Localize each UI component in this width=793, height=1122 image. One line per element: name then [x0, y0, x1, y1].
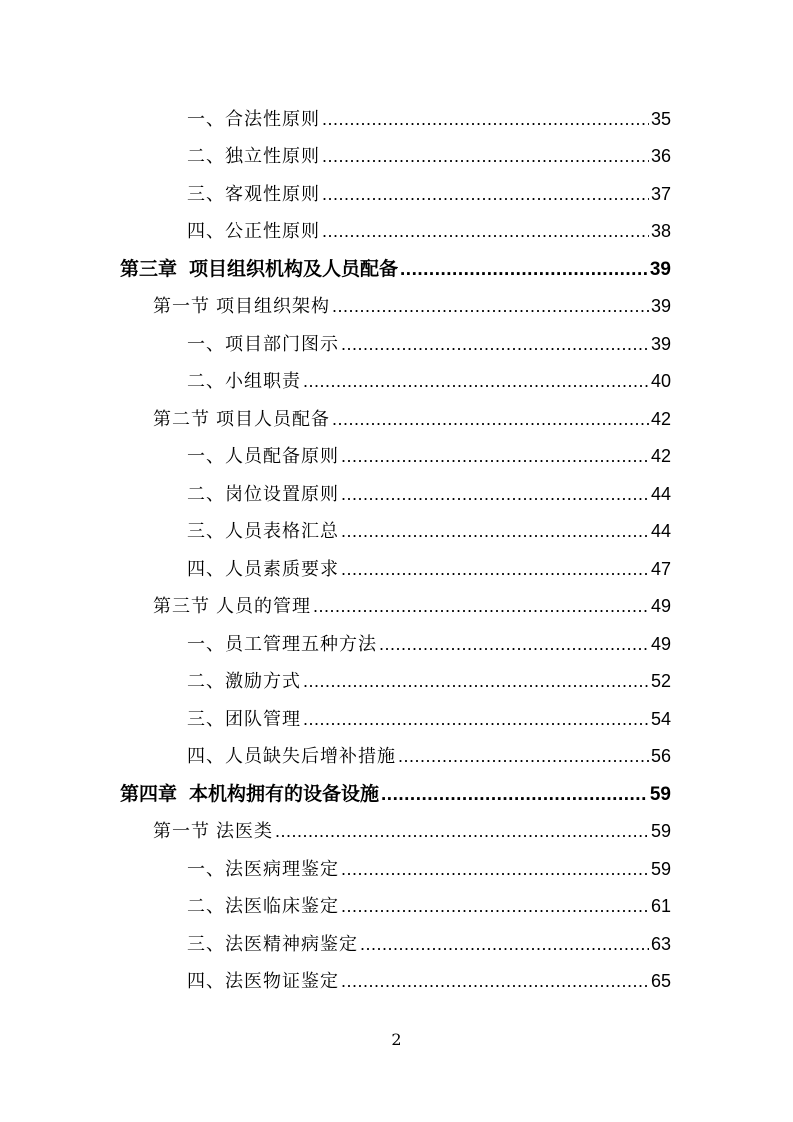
section-title: 法医类 — [216, 821, 273, 842]
chapter-number: 第四章 — [120, 783, 178, 805]
leader-dots — [303, 704, 649, 734]
toc-entry-page: 61 — [650, 896, 671, 916]
toc-entry-label: 二、激励方式 — [187, 671, 301, 692]
toc-chapter-label — [120, 779, 379, 809]
toc-entry-label: 二、岗位设置原则 — [187, 484, 339, 505]
leader-dots — [322, 104, 649, 134]
toc-entry[interactable] — [187, 854, 671, 884]
toc-entry-page: 63 — [650, 934, 671, 954]
toc-entry-page: 42 — [650, 446, 671, 466]
toc-entry-label: 四、法医物证鉴定 — [187, 971, 339, 992]
toc-section[interactable] — [153, 816, 671, 846]
toc-entry-page: 47 — [650, 559, 671, 579]
leader-dots — [400, 255, 648, 285]
toc-entry[interactable] — [187, 441, 671, 471]
leader-dots — [360, 929, 649, 959]
toc-entry[interactable] — [187, 104, 671, 134]
toc-entry-page: 35 — [650, 109, 671, 129]
leader-dots — [303, 666, 649, 696]
toc-entry[interactable] — [187, 179, 671, 209]
toc-entry-label: 一、合法性原则 — [187, 109, 320, 130]
toc-entry-label: 一、项目部门图示 — [187, 334, 339, 355]
toc-entry-page: 56 — [650, 746, 671, 766]
toc-entry-page: 39 — [650, 296, 671, 316]
toc-chapter-label — [120, 254, 398, 284]
leader-dots — [381, 780, 648, 810]
section-number: 第一节 — [153, 821, 210, 842]
toc-entry-label: 二、小组职责 — [187, 371, 301, 392]
section-title: 项目人员配备 — [216, 409, 330, 430]
toc-entry[interactable] — [187, 966, 671, 996]
toc-entry[interactable] — [187, 141, 671, 171]
leader-dots — [313, 591, 649, 621]
toc-entry[interactable] — [187, 704, 671, 734]
toc-entry-page: 44 — [650, 484, 671, 504]
toc-entry-page: 44 — [650, 521, 671, 541]
toc-entry[interactable] — [187, 554, 671, 584]
leader-dots — [341, 966, 649, 996]
chapter-title: 本机构拥有的设备设施 — [189, 783, 380, 805]
chapter-title: 项目组织机构及人员配备 — [189, 258, 399, 280]
toc-entry-label: 一、法医病理鉴定 — [187, 859, 339, 880]
toc-entry-page: 42 — [650, 409, 671, 429]
section-number: 第一节 — [153, 296, 210, 317]
toc-entry-page: 54 — [650, 709, 671, 729]
toc-entry-label: 四、人员缺失后增补措施 — [187, 746, 396, 767]
section-number: 第二节 — [153, 409, 210, 430]
toc-entry[interactable] — [187, 891, 671, 921]
toc-entry-page: 49 — [650, 596, 671, 616]
toc-entry-page: 39 — [649, 259, 671, 280]
leader-dots — [341, 516, 649, 546]
page-number: 2 — [391, 1030, 402, 1049]
toc-entry-page: 37 — [650, 184, 671, 204]
toc-entry-label: 三、人员表格汇总 — [187, 521, 339, 542]
toc-entry-page: 59 — [649, 784, 671, 805]
toc-entry-label: 一、员工管理五种方法 — [187, 634, 377, 655]
section-title: 项目组织架构 — [216, 296, 330, 317]
leader-dots — [341, 479, 649, 509]
toc-entry-label: 四、公正性原则 — [187, 221, 320, 242]
toc-entry[interactable] — [187, 666, 671, 696]
leader-dots — [332, 291, 649, 321]
toc-entry-label: 二、法医临床鉴定 — [187, 896, 339, 917]
leader-dots — [398, 741, 649, 771]
toc-entry-page: 59 — [650, 821, 671, 841]
toc-entry-page: 65 — [650, 971, 671, 991]
toc-entry[interactable] — [187, 329, 671, 359]
section-number: 第三节 — [153, 596, 210, 617]
toc-entry-page: 39 — [650, 334, 671, 354]
toc-entry-label: 三、团队管理 — [187, 709, 301, 730]
toc-entry-label: 三、客观性原则 — [187, 184, 320, 205]
toc-entry-page: 40 — [650, 371, 671, 391]
toc-entry-label: 四、人员素质要求 — [187, 559, 339, 580]
toc-entry-label: 一、人员配备原则 — [187, 446, 339, 467]
toc-section[interactable] — [153, 291, 671, 321]
toc-entry[interactable] — [187, 216, 671, 246]
toc-section-label — [153, 817, 273, 847]
leader-dots — [303, 366, 649, 396]
toc-entry-page: 59 — [650, 859, 671, 879]
leader-dots — [275, 816, 649, 846]
chapter-number: 第三章 — [120, 258, 178, 280]
leader-dots — [341, 441, 649, 471]
leader-dots — [379, 629, 649, 659]
leader-dots — [332, 404, 649, 434]
toc-entry[interactable] — [187, 479, 671, 509]
toc-section-label — [153, 292, 330, 322]
toc-entry[interactable] — [187, 366, 671, 396]
toc-entry-page: 38 — [650, 221, 671, 241]
toc-chapter[interactable] — [120, 254, 671, 284]
leader-dots — [322, 141, 649, 171]
leader-dots — [341, 854, 649, 884]
toc-entry-page: 52 — [650, 671, 671, 691]
leader-dots — [322, 216, 649, 246]
toc-entry[interactable] — [187, 516, 671, 546]
leader-dots — [341, 329, 649, 359]
toc-chapter[interactable] — [120, 779, 671, 809]
toc-section-label — [153, 405, 330, 435]
toc-entry-page: 49 — [650, 634, 671, 654]
toc-section[interactable] — [153, 591, 671, 621]
toc-entry[interactable] — [187, 929, 671, 959]
toc-entry-page: 36 — [650, 146, 671, 166]
leader-dots — [322, 179, 649, 209]
section-title: 人员的管理 — [216, 596, 311, 617]
leader-dots — [341, 891, 649, 921]
toc-entry[interactable] — [187, 741, 671, 771]
toc-entry[interactable] — [187, 629, 671, 659]
toc-entry-label: 二、独立性原则 — [187, 146, 320, 167]
toc-entry-label: 三、法医精神病鉴定 — [187, 934, 358, 955]
leader-dots — [341, 554, 649, 584]
toc-section[interactable] — [153, 404, 671, 434]
toc-section-label — [153, 592, 311, 622]
